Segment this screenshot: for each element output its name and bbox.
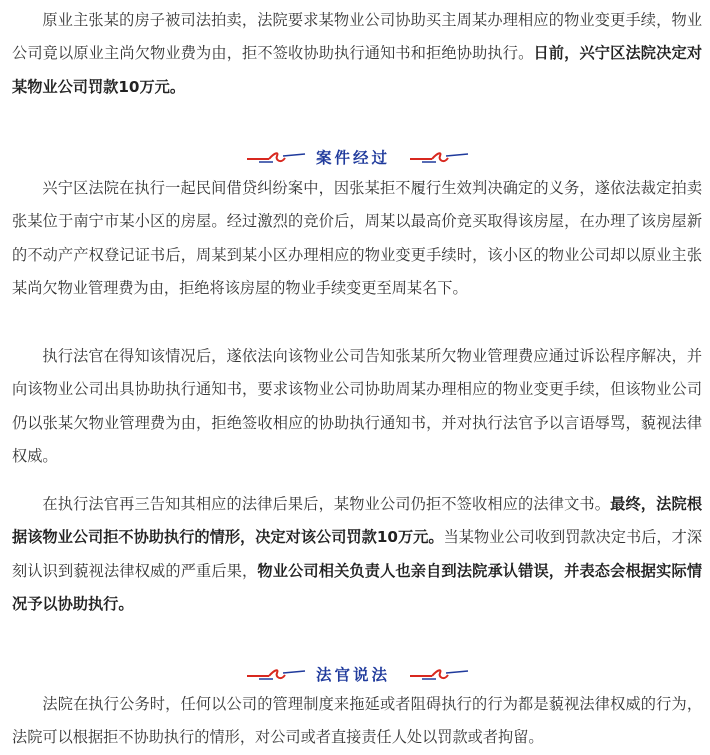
case-paragraph-2: 执行法官在得知该情况后，遂依法向该物业公司告知张某所欠物业管理费应通过诉讼程序解决，并向该物业公司出具协助执行通知书，要求该物业公司协助周某办理相应的物业变更手续，但该物业公司仍以张某欠物业管理费为由，拒绝签收相应的协助执行通知书，并对执行法官予以言语辱骂，藐视法律权威。 — [12, 347, 702, 465]
case-paragraph-1: 兴宁区法院在执行一起民间借贷纠纷案中，因张某拒不履行生效判决确定的义务，遂依法裁定拍卖张某位于南宁市某小区的房屋。经过激烈的竞价后，周某以最高价竞买取得该房屋，在办理了该房屋新的不动产产权登记证书后，周某到某小区办理相应的物业变更手续时，该小区的物业公司却以原业主张某尚欠物业管理费为由，拒绝将该房屋的物业手续变更至周某名下。 — [12, 179, 702, 297]
case-p3-text-a: 在执行法官再三告知其相应的法律后果后，某物业公司仍拒不签收相应的法律文书。 — [42, 495, 611, 513]
case-paragraph-3 — [12, 488, 702, 621]
intro-paragraph — [12, 4, 702, 104]
section-heading-case-title: 案件经过 — [316, 149, 391, 167]
judge-paragraph-1: 法院在执行公务时，任何以公司的管理制度来拖延或者阻碍执行的行为都是藐视法律权威的行为，法院可以根据拒不协助执行的情形，对公司或者直接责任人处以罚款或者拘留。 — [12, 695, 702, 747]
heading-ornament-left-icon — [245, 665, 307, 685]
heading-ornament-right-icon — [408, 665, 470, 685]
intro-text: 原业主张某的房子被司法拍卖，法院要求某物业公司协助买主周某办理相应的物业变更手续，物业公司竟以原业主尚欠物业费为由，拒不签收协助执行通知书和拒绝协助执行。 — [12, 11, 702, 63]
case-p3-bold-b: 最终，法院根据该物业公司拒不协助执行的情形，决定对该公司罚款10万元。 — [12, 495, 703, 547]
section-heading-case — [0, 145, 710, 171]
case-p3-text-c: 当某物业公司收到罚款决定书后，才深刻认识到藐视法律权威的严重后果， — [12, 528, 703, 580]
heading-ornament-right-icon — [408, 148, 470, 168]
heading-ornament-left-icon — [245, 148, 307, 168]
case-p3-bold-d: 物业公司相关负责人也亲自到法院承认错误，并表态会根据实际情况予以协助执行。 — [12, 561, 703, 613]
section-heading-judge — [0, 662, 710, 688]
section-heading-judge-title: 法官说法 — [316, 666, 391, 684]
intro-bold-text: 日前，兴宁区法院决定对某物业公司罚款10万元。 — [12, 44, 703, 96]
